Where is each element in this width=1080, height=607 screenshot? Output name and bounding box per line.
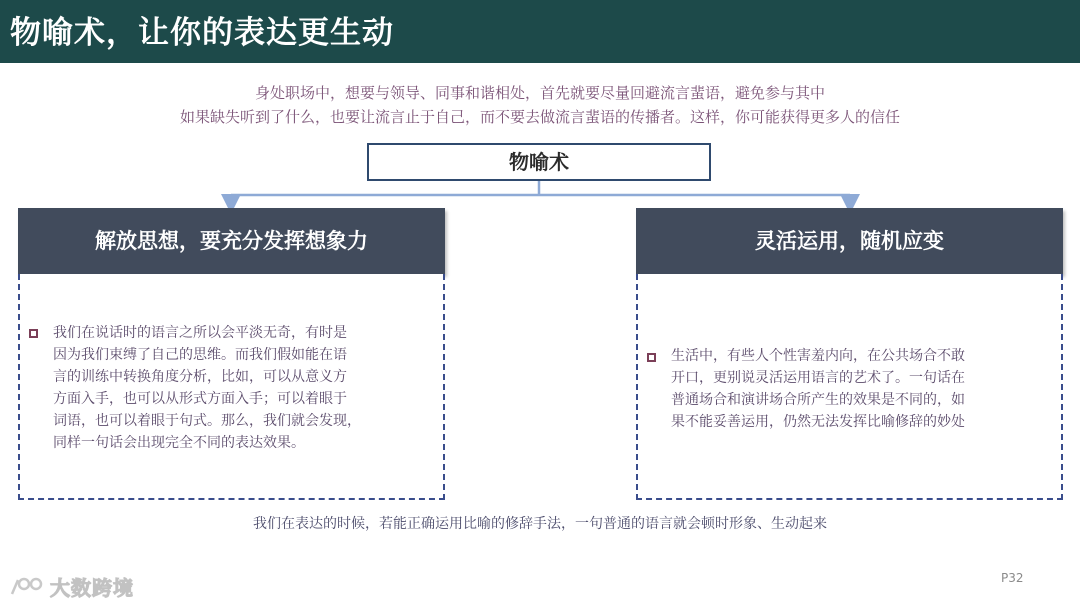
- slide-title: 物喻术，让你的表达更生动: [10, 15, 394, 51]
- left-column-heading: 解放思想，要充分发挥想象力: [18, 208, 445, 274]
- right-column-body: [636, 274, 1063, 500]
- watermark-text: 大数跨境: [50, 575, 134, 600]
- left-line: 我们在说话时的语言之所以会平淡无奇，有时是: [53, 325, 347, 341]
- left-column-body: [18, 274, 445, 500]
- right-line: 普通场合和演讲场合所产生的效果是不同的，如: [671, 392, 965, 408]
- left-line: 词语，也可以着眼于句式。那么，我们就会发现，: [53, 413, 361, 429]
- left-paragraph: [53, 322, 361, 454]
- watermark-logo-icon: [8, 574, 44, 598]
- intro-line-1: 身处职场中，想要与领导、同事和谐相处，首先就要尽量回避流言蜚语，避免参与其中: [254, 84, 825, 102]
- watermark: [8, 572, 134, 600]
- center-concept-box: 物喻术: [367, 143, 711, 181]
- right-column-heading: 灵活运用，随机应变: [636, 208, 1063, 274]
- left-line: 同样一句话会出现完全不同的表达效果。: [53, 435, 305, 451]
- square-bullet-icon: [29, 329, 38, 338]
- right-line: 生活中，有些人个性害羞内向，在公共场合不敢: [671, 348, 965, 364]
- left-line: 方面入手，也可以从形式方面入手；可以着眼于: [53, 391, 347, 407]
- footer-summary: 我们在表达的时候，若能正确运用比喻的修辞手法，一句普通的语言就会顿时形象、生动起来: [253, 516, 827, 532]
- right-line: 果不能妥善运用，仍然无法发挥比喻修辞的妙处: [671, 414, 965, 430]
- square-bullet-icon: [647, 353, 656, 362]
- page-number: P32: [1001, 571, 1024, 585]
- right-line: 开口，更别说灵活运用语言的艺术了。一句话在: [671, 370, 965, 386]
- left-line: 因为我们束缚了自己的思维。而我们假如能在语: [53, 347, 347, 363]
- right-paragraph: [671, 345, 965, 433]
- intro-line-2: 如果缺失听到了什么，也要让流言止于自己，而不要去做流言蜚语的传播者。这样，你可能获得更多人的信任: [179, 108, 900, 126]
- left-line: 言的训练中转换角度分析，比如，可以从意义方: [53, 369, 347, 385]
